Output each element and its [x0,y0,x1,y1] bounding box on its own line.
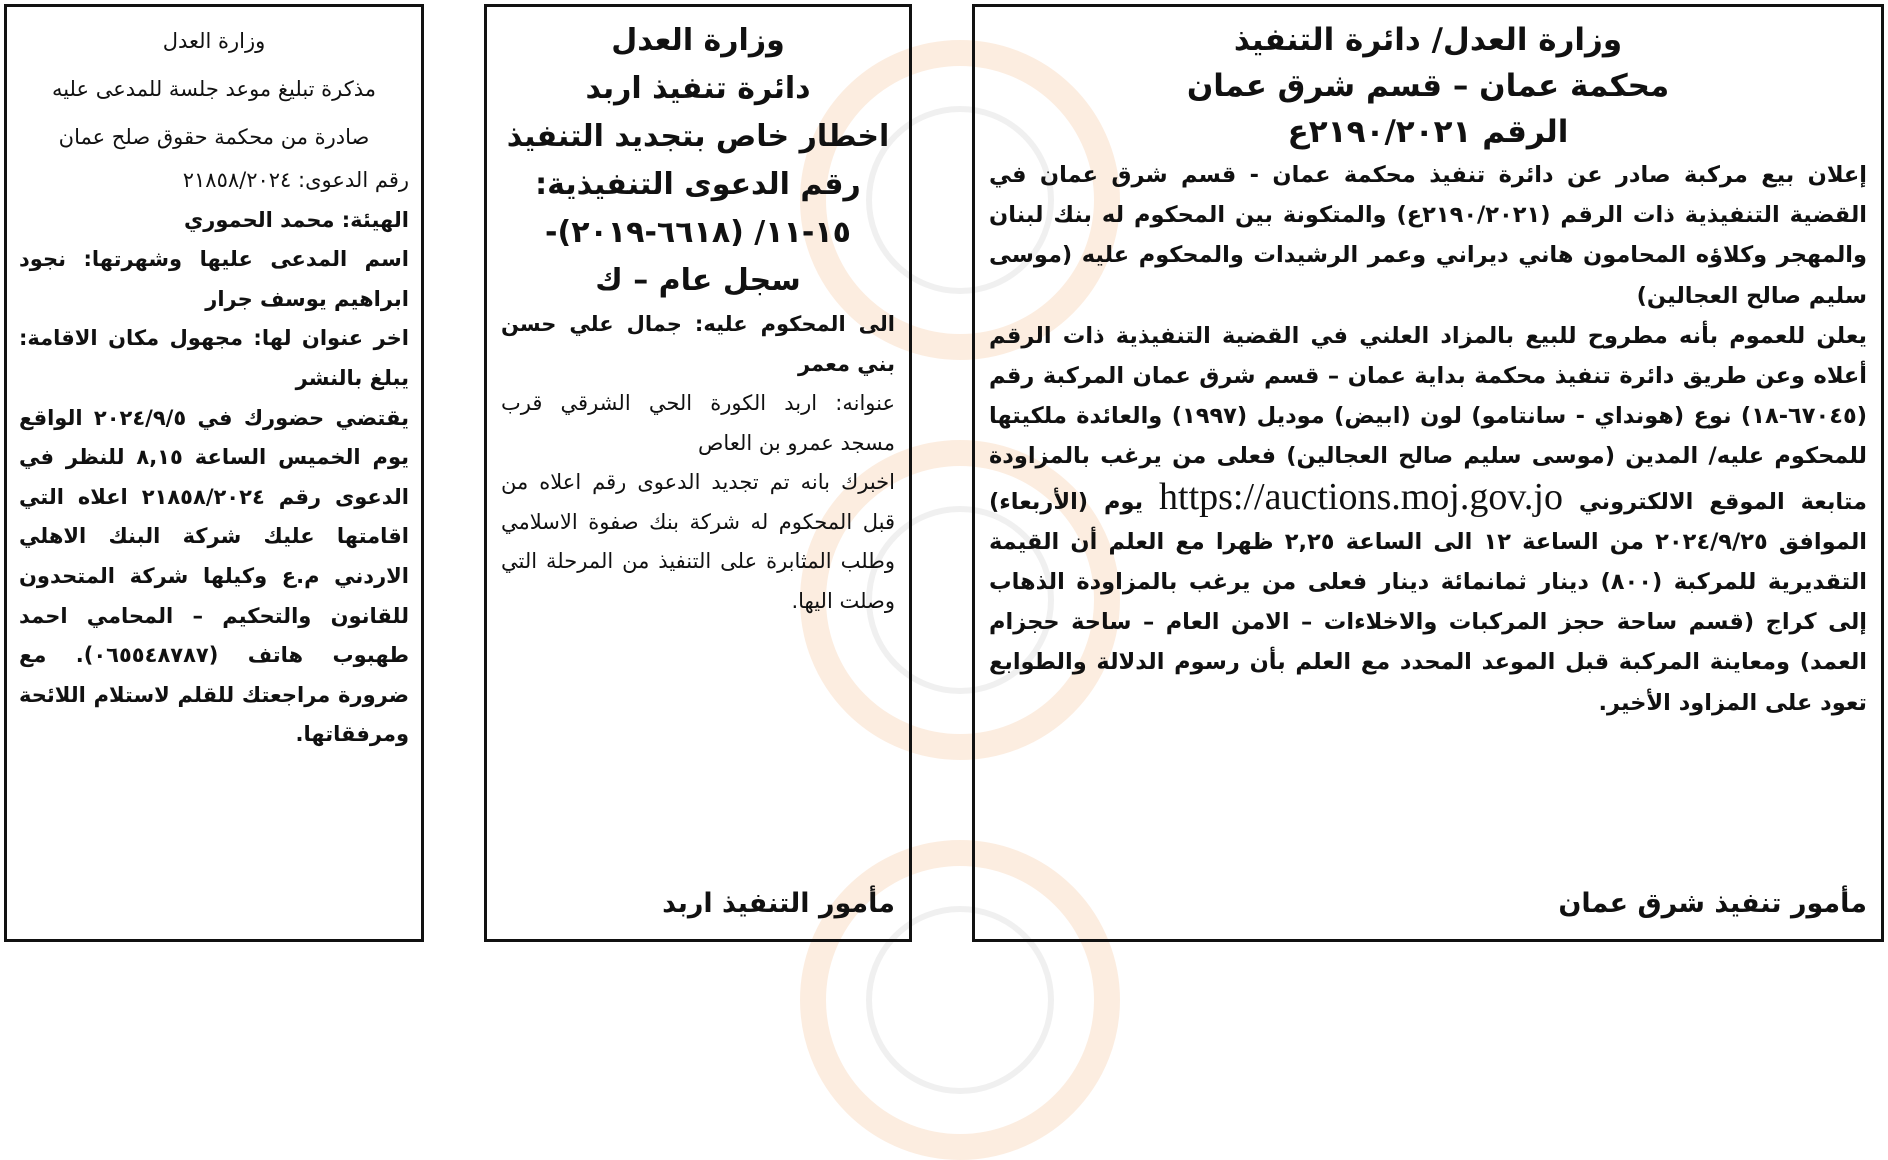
notice-heading-line: وزارة العدل [611,23,785,58]
notice-case-number: الرقم ٢١٩٠/٢٠٢١ع [1287,114,1569,150]
auction-announcement-paragraph: إعلان بيع مركبة صادر عن دائرة تنفيذ محكمة عمان - قسم شرق عمان في القضية التنفيذية ذات الرقم (٢١٩٠/٢٠٢١ع) والمتكونة بين المحكوم له بنك لبنان والمهجر وكلاؤه المحامون هاني ديراني وعمر الرشيدات والمحكوم عليه (موسى سليم صالح العجالين) [989,162,1867,309]
notice-defendant: اسم المدعى عليها وشهرتها: نجود ابراهيم يوسف جرار [19,247,409,311]
notice-case-number: ١٥-١١/ (٦٦١٨-٢٠١٩)- [545,215,851,250]
notice-heading-line: محكمة عمان – قسم شرق عمان [1186,68,1670,104]
notice-heading-line: رقم الدعوى التنفيذية: [535,167,861,202]
notice-hearing-summons [4,4,424,942]
notice-case-number: رقم الدعوى: ٢١٨٥٨/٢٠٢٤ [182,168,409,192]
notice-register: سجل عام – ك [595,263,801,298]
notice-execution-renewal [484,4,912,942]
notice-body: يقتضي حضورك في ٢٠٢٤/٩/٥ الواقع يوم الخميس الساعة ٨,١٥ للنظر في الدعوى رقم ٢١٨٥٨/٢٠٢٤ اعلاه التي اقامتها عليك شركة البنك الاهلي الاردني م.ع وكيلها شركة المتحدون للقانون والتحكيم – المحامي احمد طهبوب هاتف (٠٦٥٥٤٨٧٨٧). مع ضرورة مراجعتك للقلم لاستلام اللائحة ومرفقاتها. [19,405,410,747]
notice-vehicle-auction [972,4,1884,942]
notice-last-address: اخر عنوان لها: مجهول مكان الاقامة: يبلغ بالنشر [19,326,409,390]
notice-heading-line: اخطار خاص بتجديد التنفيذ [506,119,890,154]
auction-website-link[interactable]: https://auctions.moj.gov.jo [1159,475,1563,518]
notice-heading-line: وزارة العدل [162,29,266,53]
auction-details-text-after-url: يوم (الأربعاء) الموافق ٢٠٢٤/٩/٢٥ من الساعة ١٢ الى الساعة ٢,٢٥ ظهرا مع العلم أن القيمة التقديرية للمركبة (٨٠٠) دينار ثمانمائة دينار فعلى من يرغب بالمزاودة الذهاب إلى كراج (قسم ساحة حجز المركبات والاخلاءات – الامن العام – ساحة حجزام العمد) ومعاينة المركبة قبل الموعد المحدد مع العلم بأن رسوم الدلالة والطوابع تعود على المزاود الأخير. [989,488,1867,716]
notice-heading-line: مذكرة تبليغ موعد جلسة للمدعى عليه [51,77,377,101]
notice-panel: الهيئة: محمد الحموري [184,207,409,232]
auction-details-text-before-url: يعلن للعموم بأنه مطروح للبيع بالمزاد العلني في القضية التنفيذية ذات الرقم أعلاه وعن طريق دائرة تنفيذ محكمة بداية عمان – قسم شرق عمان المركبة رقم (٦٧٠٤٥-١٨) نوع (هونداي - سانتامو) لون (ابيض) موديل (١٩٩٧) والعائدة ملكيتها للمحكوم عليه/ المدين (موسى سليم صالح العجالين) فعلى من يرغب بالمزاودة متابعة الموقع الالكتروني [989,322,1867,515]
notice-addressee: الى المحكوم عليه: جمال علي حسن بني معمر [501,312,895,376]
notice-heading-line: دائرة تنفيذ اربد [585,71,811,106]
notice-heading-line: صادرة من محكمة حقوق صلح عمان [58,125,370,149]
notice-signature: مأمور التنفيذ اربد [662,888,895,919]
auction-details-paragraph [989,316,1867,723]
notice-address: عنوانه: اربد الكورة الحي الشرقي قرب مسجد عمرو بن العاص [501,391,895,455]
notice-signature: مأمور تنفيذ شرق عمان [1558,888,1867,919]
notice-body: اخبرك بانه تم تجديد الدعوى رقم اعلاه من قبل المحكوم له شركة بنك صفوة الاسلامي وطلب المثابرة على التنفيذ من المرحلة التي وصلت اليها. [501,470,895,613]
notice-heading-line: وزارة العدل/ دائرة التنفيذ [1233,22,1623,58]
